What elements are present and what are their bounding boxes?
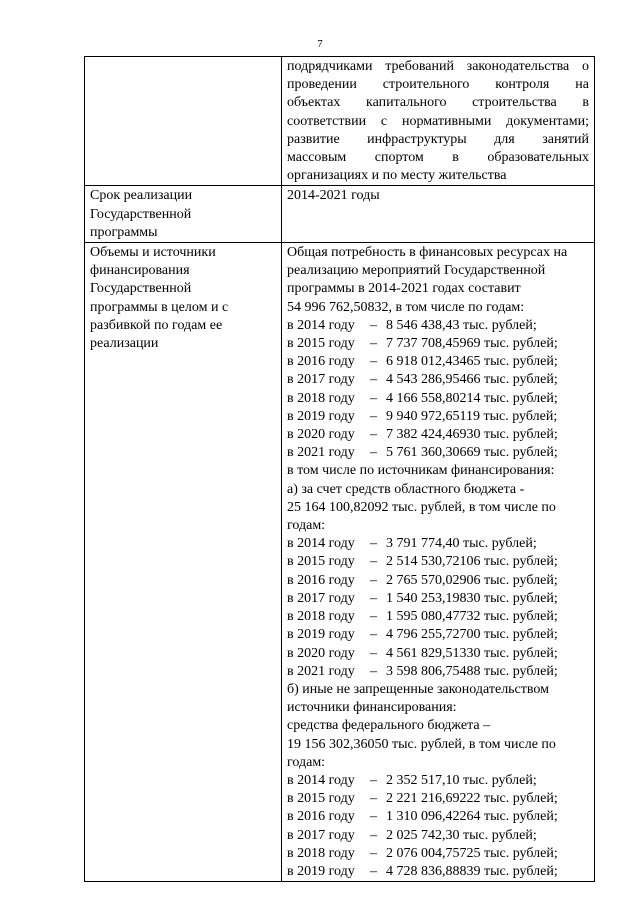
dash: –: [370, 609, 377, 625]
row2-left-cell: [85, 186, 282, 243]
year-amount-row: [287, 335, 589, 353]
amount-value: 2 025 742,30 тыс. рублей;: [386, 827, 537, 843]
text-line: годам:: [287, 754, 326, 770]
year-label: в 2015 году: [287, 554, 355, 570]
amount-value: 4 796 255,72700 тыс. рублей;: [386, 627, 558, 643]
year-label: в 2015 году: [287, 791, 355, 807]
dash: –: [370, 791, 377, 807]
amount-value: 5 761 360,30669 тыс. рублей;: [386, 445, 558, 461]
amount-value: 6 918 012,43465 тыс. рублей;: [386, 354, 558, 370]
text-line: проведении строительного контроля на: [287, 77, 589, 93]
amount-value: 1 540 253,19830 тыс. рублей;: [386, 590, 558, 606]
regional-budget-heading: [287, 462, 589, 535]
year-amount-row: [287, 317, 589, 335]
row1-right-cell: [282, 57, 595, 186]
text-line: в том числе по источникам финансирования:: [287, 463, 555, 479]
table-row-financing: [85, 243, 595, 882]
year-amount-row: [287, 772, 589, 790]
row3-left-cell: [85, 243, 282, 882]
year-label: в 2014 году: [287, 536, 355, 552]
row2-right-cell: [282, 186, 595, 243]
text-line: массовым спортом в образовательных: [287, 150, 589, 166]
table-row-objectives: [85, 57, 595, 186]
year-label: в 2019 году: [287, 408, 355, 424]
year-amount-row: [287, 626, 589, 644]
year-label: в 2015 году: [287, 336, 355, 352]
year-label: в 2019 году: [287, 627, 355, 643]
label-line: Объемы и источники: [90, 245, 216, 261]
year-label: в 2021 году: [287, 445, 355, 461]
year-amount-row: [287, 827, 589, 845]
text-line: развитие инфраструктуры для занятий: [287, 131, 589, 147]
dash: –: [370, 408, 377, 424]
label-line: финансирования: [90, 263, 190, 279]
federal-by-year-list: [287, 772, 589, 881]
year-amount-row: [287, 790, 589, 808]
amount-value: 2 076 004,75725 тыс. рублей;: [386, 845, 558, 861]
dash: –: [370, 445, 377, 461]
year-label: в 2018 году: [287, 609, 355, 625]
dash: –: [370, 536, 377, 552]
label-line: Государственной: [90, 281, 192, 297]
amount-value: 7 737 708,45969 тыс. рублей;: [386, 336, 558, 352]
label-line: Срок реализации: [90, 188, 193, 204]
dash: –: [370, 627, 377, 643]
text-line: источники финансирования:: [287, 700, 457, 716]
dash: –: [370, 772, 377, 788]
text-line: 19 156 302,36050 тыс. рублей, в том числе по: [287, 736, 556, 752]
year-amount-row: [287, 590, 589, 608]
total-by-year-list: [287, 317, 589, 463]
year-label: в 2018 году: [287, 390, 355, 406]
year-label: в 2017 году: [287, 372, 355, 388]
table-row-implementation-period: [85, 186, 595, 243]
text-line: а) за счет средств областного бюджета -: [287, 481, 525, 497]
year-amount-row: [287, 371, 589, 389]
dash: –: [370, 645, 377, 661]
year-amount-row: [287, 390, 589, 408]
federal-budget-heading: [287, 681, 589, 772]
year-amount-row: [287, 444, 589, 462]
text-line: объектах капитального строительства в: [287, 95, 589, 111]
year-label: в 2017 году: [287, 827, 355, 843]
implementation-period-value: 2014-2021 годы: [287, 188, 380, 204]
financing-intro: [287, 244, 589, 317]
amount-value: 4 561 829,51330 тыс. рублей;: [386, 645, 558, 661]
year-label: в 2016 году: [287, 809, 355, 825]
dash: –: [370, 372, 377, 388]
dash: –: [370, 572, 377, 588]
label-line: программы в целом и с: [90, 299, 229, 315]
amount-value: 3 598 806,75488 тыс. рублей;: [386, 663, 558, 679]
text-line: б) иные не запрещенные законодательством: [287, 681, 550, 697]
text-line: подрядчиками требований законодательства о: [287, 59, 589, 74]
dash: –: [370, 354, 377, 370]
amount-value: 1 595 080,47732 тыс. рублей;: [386, 609, 558, 625]
text-line: организациях и по месту жительства: [287, 168, 507, 184]
label-line: Государственной: [90, 206, 192, 222]
year-amount-row: [287, 845, 589, 863]
text-line: соответствии с нормативными документами;: [287, 113, 589, 129]
dash: –: [370, 827, 377, 843]
year-label: в 2014 году: [287, 772, 355, 788]
dash: –: [370, 845, 377, 861]
row3-right-cell: [282, 243, 595, 882]
amount-value: 9 940 972,65119 тыс. рублей;: [386, 408, 558, 424]
label-line: разбивкой по годам ее: [90, 317, 223, 333]
year-amount-row: [287, 408, 589, 426]
amount-value: 3 791 774,40 тыс. рублей;: [386, 536, 537, 552]
regional-by-year-list: [287, 535, 589, 681]
text-line: годам:: [287, 518, 326, 534]
year-amount-row: [287, 535, 589, 553]
label-line: реализации: [90, 336, 159, 352]
dash: –: [370, 809, 377, 825]
amount-value: 7 382 424,46930 тыс. рублей;: [386, 427, 558, 443]
amount-value: 1 310 096,42264 тыс. рублей;: [386, 809, 558, 825]
amount-value: 4 166 558,80214 тыс. рублей;: [386, 390, 558, 406]
financing-label: [90, 244, 276, 353]
year-label: в 2020 году: [287, 645, 355, 661]
dash: –: [370, 863, 377, 879]
dash: –: [370, 317, 377, 333]
year-amount-row: [287, 863, 589, 881]
label-line: программы: [90, 224, 158, 240]
dash: –: [370, 554, 377, 570]
year-label: в 2016 году: [287, 572, 355, 588]
amount-value: 2 221 216,69222 тыс. рублей;: [386, 791, 558, 807]
year-amount-row: [287, 608, 589, 626]
year-amount-row: [287, 663, 589, 681]
program-passport-table: [84, 56, 595, 882]
amount-value: 2 514 530,72106 тыс. рублей;: [386, 554, 558, 570]
row1-text: [287, 58, 589, 185]
year-label: в 2016 году: [287, 354, 355, 370]
dash: –: [370, 336, 377, 352]
year-label: в 2021 году: [287, 663, 355, 679]
year-label: в 2014 году: [287, 317, 355, 333]
year-amount-row: [287, 553, 589, 571]
text-line: программы в 2014-2021 годах составит: [287, 281, 521, 297]
amount-value: 4 728 836,88839 тыс. рублей;: [386, 863, 558, 879]
year-label: в 2017 году: [287, 590, 355, 606]
text-line: Общая потребность в финансовых ресурсах на: [287, 245, 568, 261]
year-amount-row: [287, 808, 589, 826]
amount-value: 2 352 517,10 тыс. рублей;: [386, 772, 537, 788]
dash: –: [370, 590, 377, 606]
year-amount-row: [287, 572, 589, 590]
row2-label: [90, 187, 276, 242]
dash: –: [370, 390, 377, 406]
amount-value: 4 543 286,95466 тыс. рублей;: [386, 372, 558, 388]
text-line: средства федерального бюджета –: [287, 718, 491, 734]
year-amount-row: [287, 645, 589, 663]
year-amount-row: [287, 353, 589, 371]
year-label: в 2020 году: [287, 427, 355, 443]
text-line: 54 996 762,50832, в том числе по годам:: [287, 299, 525, 315]
dash: –: [370, 427, 377, 443]
year-label: в 2018 году: [287, 845, 355, 861]
year-amount-row: [287, 426, 589, 444]
year-label: в 2019 году: [287, 863, 355, 879]
text-line: реализацию мероприятий Государственной: [287, 263, 546, 279]
row1-left-cell: [85, 57, 282, 186]
dash: –: [370, 663, 377, 679]
text-line: 25 164 100,82092 тыс. рублей, в том числе по: [287, 499, 556, 515]
page-number: 7: [317, 38, 323, 50]
amount-value: 8 546 438,43 тыс. рублей;: [386, 317, 537, 333]
amount-value: 2 765 570,02906 тыс. рублей;: [386, 572, 558, 588]
